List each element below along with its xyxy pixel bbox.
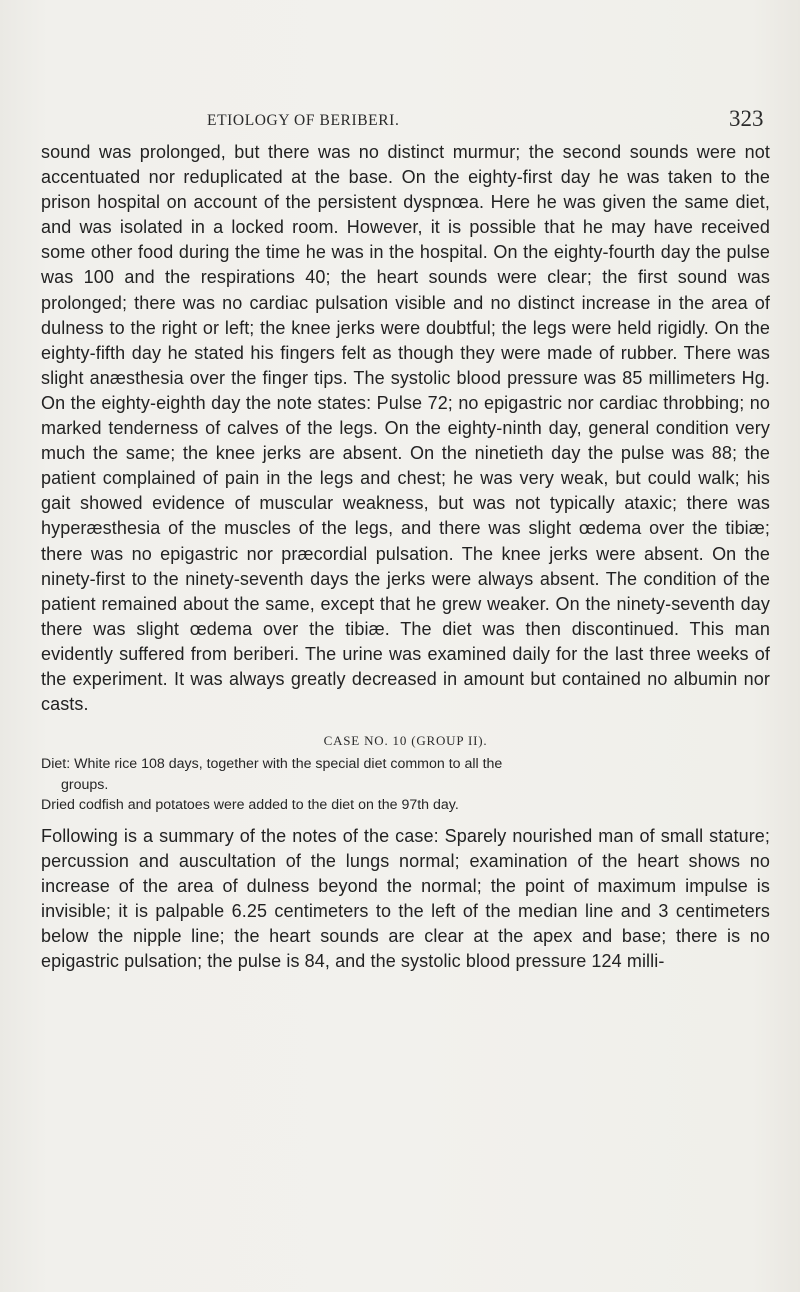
page-number: 323 [729,106,764,131]
diet-line: groups. [61,776,109,793]
body-text [41,140,770,974]
case-heading: CASE NO. 10 (GROUP II). [323,733,488,749]
running-head [0,106,800,136]
running-title: ETIOLOGY OF BERIBERI. [207,112,400,129]
diet-note [41,755,770,816]
diet-line: Dried codfish and potatoes were added to the diet on the 97th day. [41,797,459,814]
diet-line: Diet: White rice 108 days, together with the special diet common to all the [41,756,503,773]
paragraph-case-9-continued: sound was prolonged, but there was no distinct murmur; the second sounds were not accentuated nor reduplicated at the base. On the eighty-first day he was taken to the prison hospital on account of the persistent dyspnœa. Here he was given the same diet, and was isolated in a locked room. However, it is possible that he may have received some other food during the time he was in the hospital. On the eighty-fourth day the pulse was 100 and the respirations 40; the heart sounds were clear; the first sound was prolonged; there was no cardiac pulsation visible and no distinct increase in the area of dulness to the right or left; the knee jerks were doubtful; the legs were held rigidly. On the eighty-fifth day he stated his fingers felt as though they were made of rubber. There was slight anæsthesia over the finger tips. The systolic blood pressure was 85 millimeters Hg. On the eighty-eighth day the note states: Pulse 72; no epigastric nor cardiac throbbing; no marked tenderness of calves of the legs. On the eighty-ninth day, general condition very much the same; the knee jerks are absent. On the ninetieth day the pulse was 88; the patient complained of pain in the legs and chest; he was very weak, but could walk; his gait showed evidence of muscular weakness, but was not typically ataxic; there was hyperæsthesia of the muscles of the legs, and there was slight œdema over the tibiæ; there was no epigastric nor præcordial pulsation. The knee jerks were absent. On the ninety-first to the ninety-seventh days the jerks were always absent. The condition of the patient remained about the same, except that he grew weaker. On the ninety-seventh day there was slight œdema over the tibiæ. The diet was then discontinued. This man evidently suffered from beriberi. The urine was examined daily for the last three weeks of the experiment. It was always greatly decreased in amount but contained no albumin nor casts. [41,142,770,715]
paragraph-case-10-summary: Following is a summary of the notes of the case: Sparely nourished man of small stature; percussion and auscultation of the lungs normal; examination of the heart shows no increase of the area of dulness beyond the normal; the point of maximum impulse is invisible; it is palpable 6.25 centimeters to the left of the median line and 3 centimeters below the nipple line; the heart sounds are clear at the apex and base; there is no epigastric pulsation; the pulse is 84, and the systolic blood pressure 124 milli- [41,825,770,972]
